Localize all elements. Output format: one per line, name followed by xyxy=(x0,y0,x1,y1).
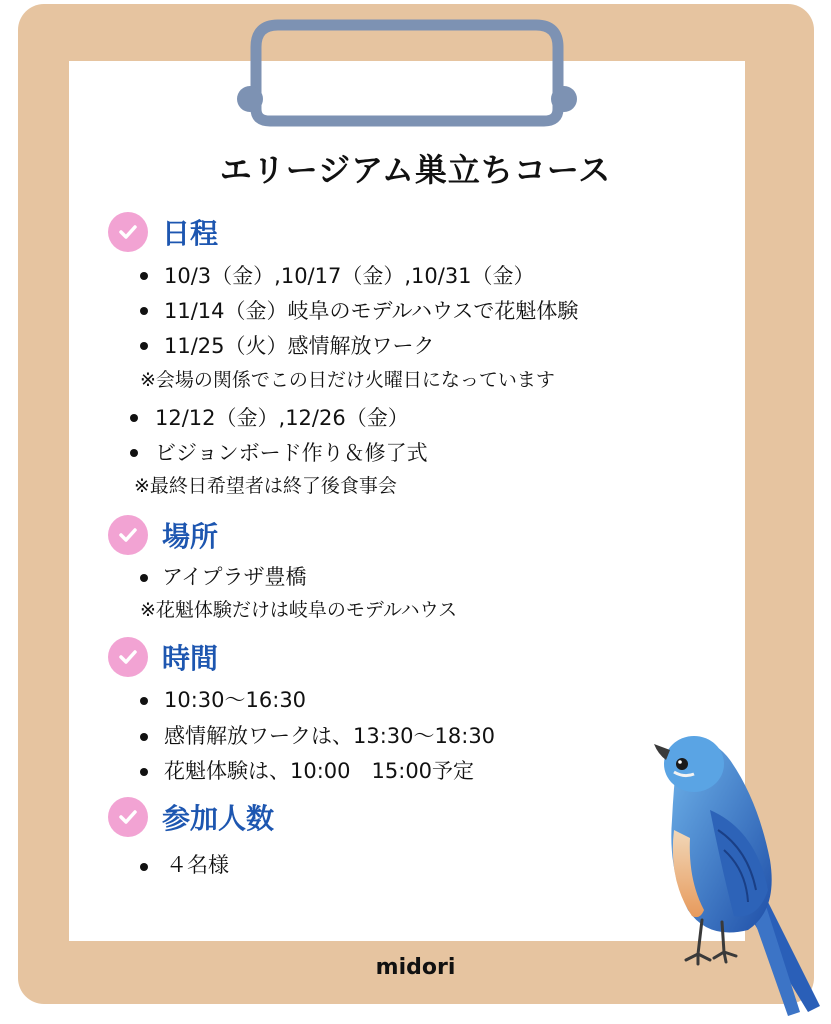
list-item: 11/25（火）感情解放ワーク xyxy=(164,334,435,358)
list-item: アイプラザ豊橋 xyxy=(162,565,307,589)
heading-label: 時間 xyxy=(162,642,219,675)
brand-signature: midori xyxy=(375,955,456,980)
bullet xyxy=(130,414,138,422)
note-text: ※会場の関係でこの日だけ火曜日になっています xyxy=(140,369,555,391)
list-item: 花魁体験は、10:00 15:00予定 xyxy=(164,759,475,783)
bullet xyxy=(140,342,148,350)
heading-label: 日程 xyxy=(162,217,219,250)
bullet xyxy=(140,697,148,705)
note-text: ※花魁体験だけは岐阜のモデルハウス xyxy=(140,599,458,621)
list-item: 11/14（金）岐阜のモデルハウスで花魁体験 xyxy=(164,299,579,323)
bullet xyxy=(140,272,148,280)
bullet xyxy=(140,307,148,315)
section-heading-people xyxy=(108,797,274,837)
heading-label: 参加人数 xyxy=(162,802,275,835)
check-circle-icon xyxy=(108,212,148,252)
list-item: ４名様 xyxy=(166,853,229,877)
bluebird-illustration xyxy=(638,720,828,1020)
note-text: ※最終日希望者は終了後食事会 xyxy=(134,475,397,497)
check-circle-icon xyxy=(108,797,148,837)
bullet xyxy=(140,768,148,776)
bullet xyxy=(130,449,138,457)
section-heading-time xyxy=(108,637,218,677)
section-heading-schedule xyxy=(108,212,218,252)
bullet xyxy=(140,574,148,582)
check-circle-icon xyxy=(108,637,148,677)
list-item: 10/3（金）,10/17（金）,10/31（金） xyxy=(164,264,535,288)
section-heading-place xyxy=(108,515,218,555)
bullet xyxy=(140,733,148,741)
bullet xyxy=(140,863,148,871)
list-item: 感情解放ワークは、13:30〜18:30 xyxy=(164,724,496,748)
list-item: ビジョンボード作り＆修了式 xyxy=(155,441,428,465)
clipboard-clip-icon xyxy=(234,17,580,129)
list-item: 12/12（金）,12/26（金） xyxy=(155,406,409,430)
page-title: エリージアム巣立ちコース xyxy=(219,151,612,189)
list-item: 10:30〜16:30 xyxy=(164,688,307,712)
check-circle-icon xyxy=(108,515,148,555)
heading-label: 場所 xyxy=(162,520,219,553)
